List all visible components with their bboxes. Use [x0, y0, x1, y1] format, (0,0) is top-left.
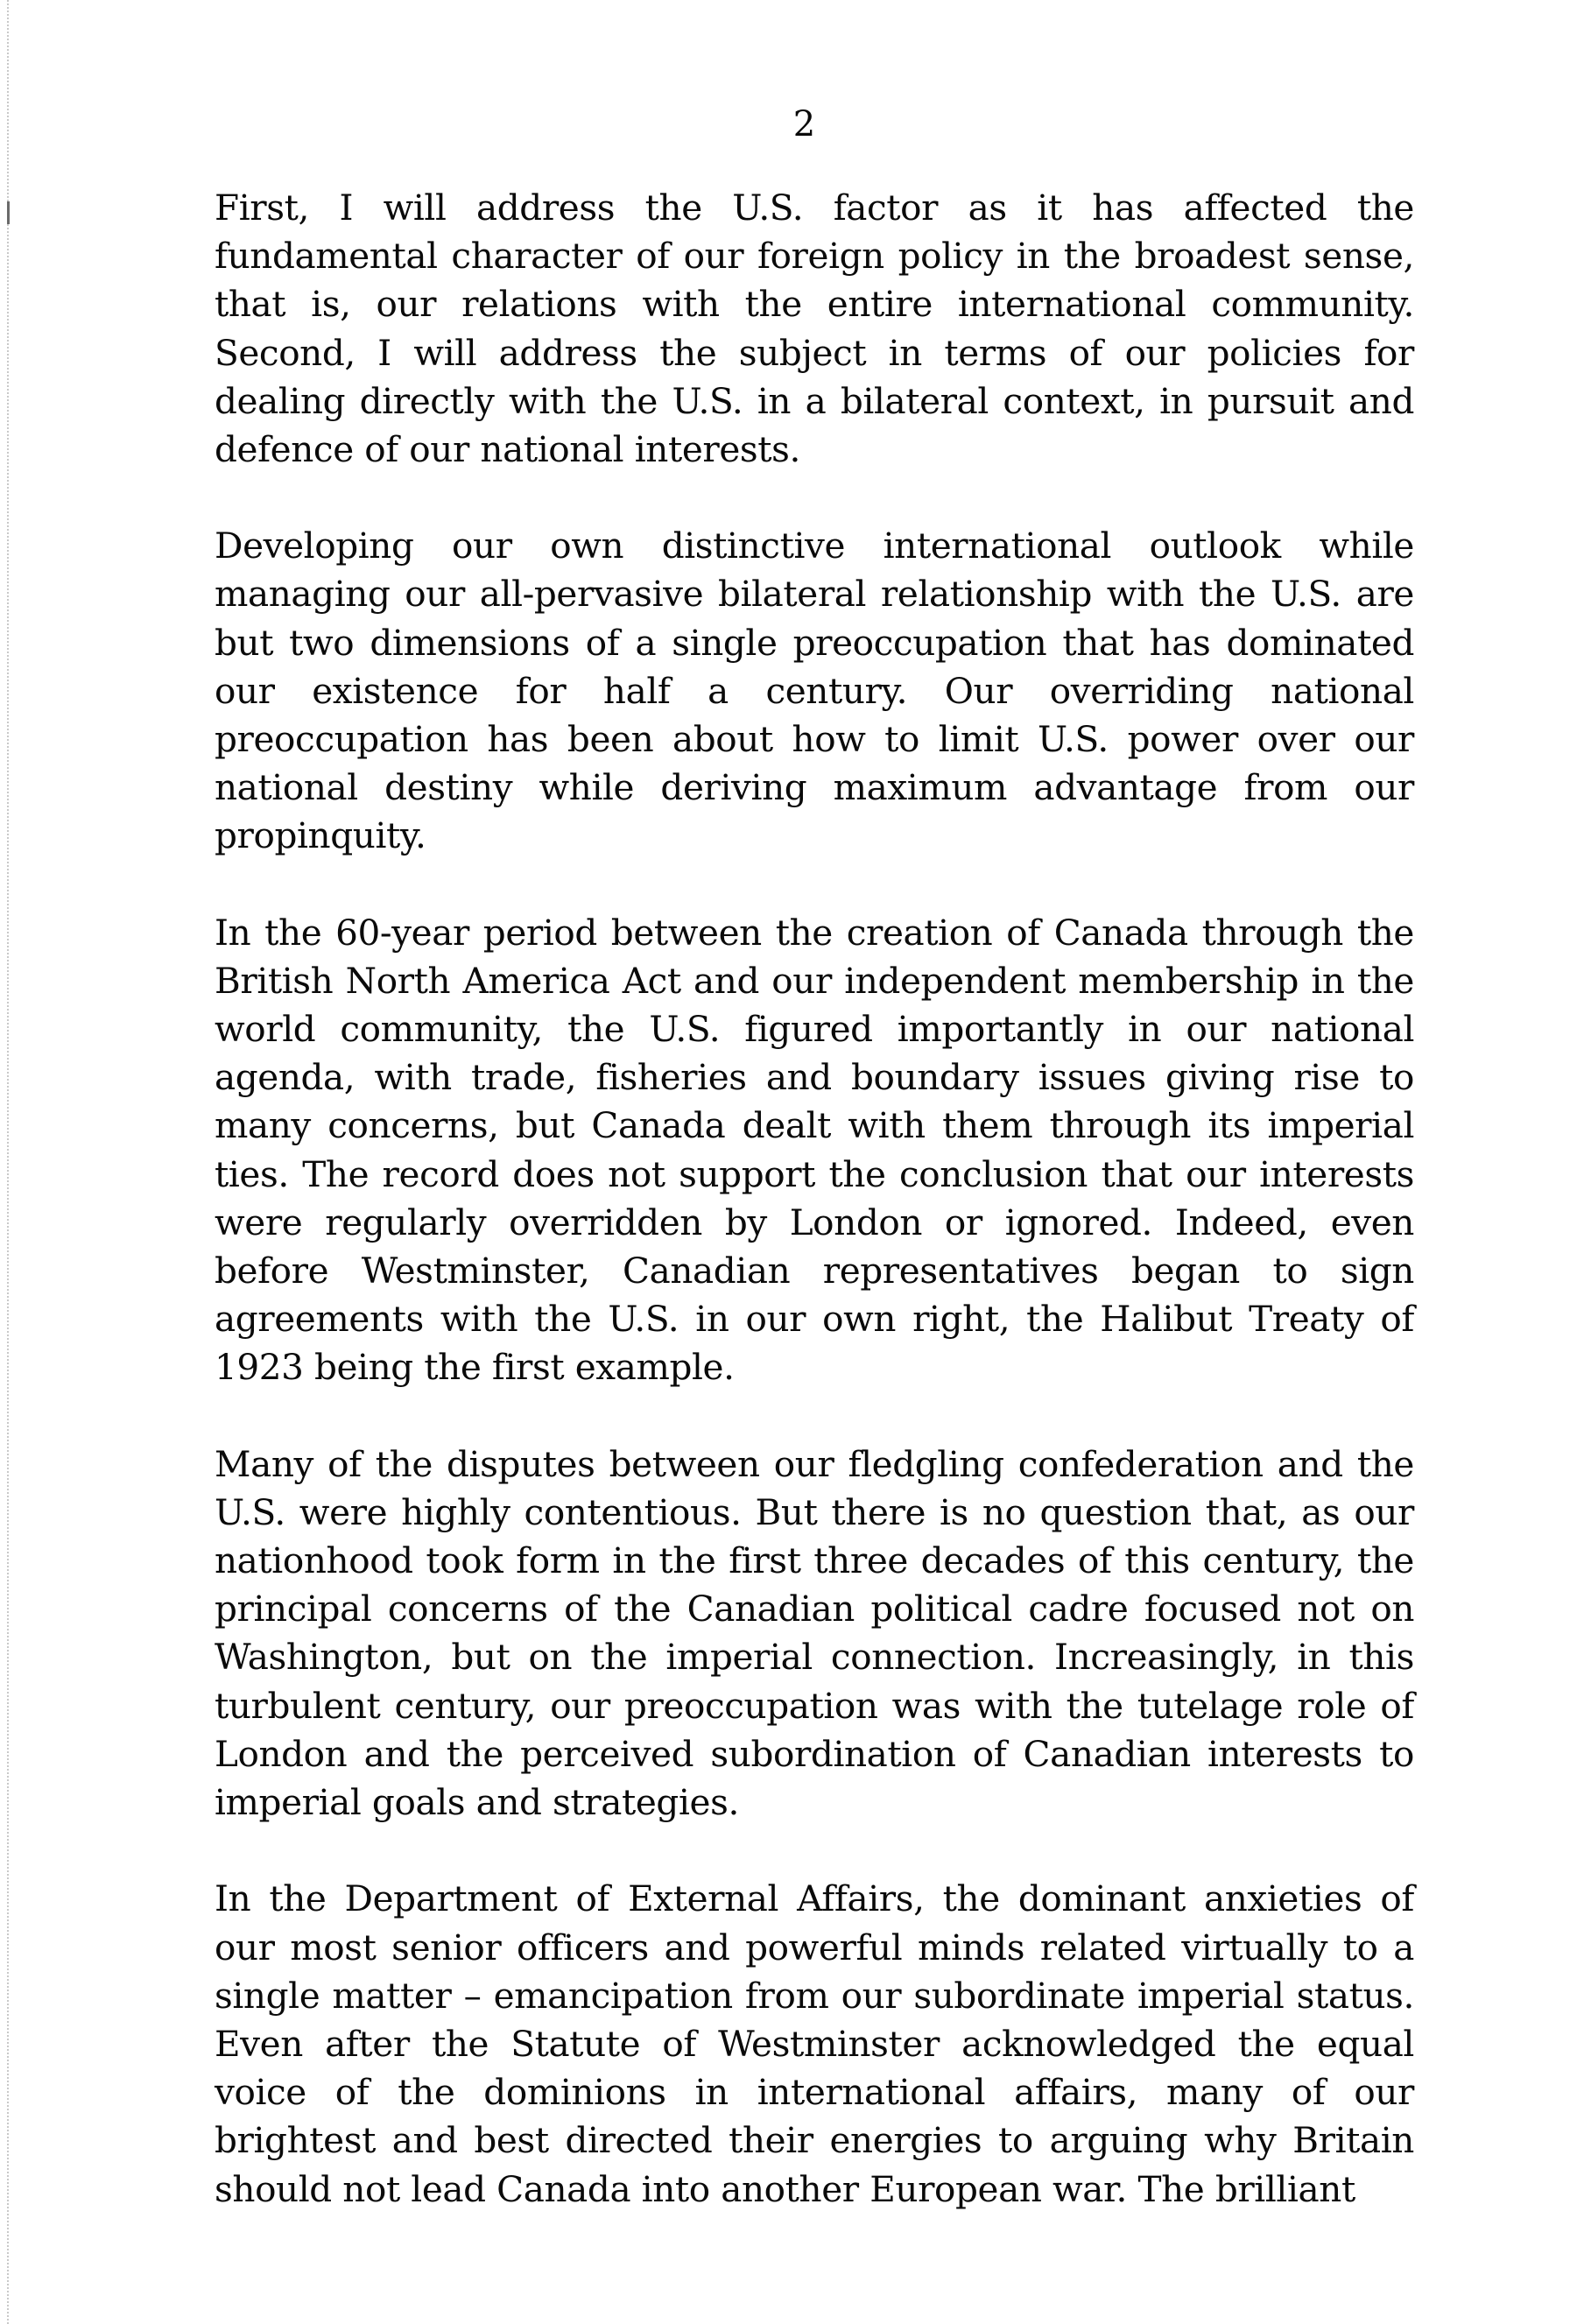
paragraph-4: Many of the disputes between our fledgling confederation and the U.S. were highly contentious. But there is no question that, as our nationhood took form in the first three decades of this century, the principal concerns of the Canadian political cadre focused not on Washington, but on the imperial connection. Increasingly, in this turbulent century, our preoccupation was with the tutelage role of London and the perceived subordination of Canadian interests to imperial goals and strategies.: [215, 1442, 1414, 1824]
page-number: 2: [792, 104, 816, 144]
scan-margin-mark: [7, 201, 10, 224]
paragraph-3: In the 60-year period between the creation of Canada through the British North America Act and our independent membership in the world community, the U.S. figured importantly in our national agenda, with trade, fisheries and boundary issues giving rise to many concerns, but Canada dealt with them through its imperial ties. The record does not support the conclusion that our interests were regularly overridden by London or ignored. Indeed, even before Westminster, Canadian representatives began to sign agreements with the U.S. in our own right, the Halibut Treaty of 1923 being the first example.: [215, 911, 1414, 1389]
paragraph-5: In the Department of External Affairs, the dominant anxieties of our most senior officers and powerful minds related virtually to a single matter – emancipation from our subordinate imperial status. Even after the Statute of Westminster acknowledged the equal voice of the dominions in international affairs, many of our brightest and best directed their energies to arguing why Britain should not lead Canada into another European war. The brilliant: [215, 1877, 1414, 2210]
scan-edge-line: [7, 0, 9, 2324]
paragraph-2: Developing our own distinctive international outlook while managing our all-pervasive bilateral relationship with the U.S. are but two dimensions of a single preoccupation that has dominated our existence for half a century. Our overriding national preoccupation has been about how to limit U.S. power over our national destiny while deriving maximum advantage from our propinquity.: [215, 525, 1414, 857]
body-text: [215, 184, 1414, 2214]
paragraph-1: First, I will address the U.S. factor as it has affected the fundamental character of our foreign policy in the broadest sense, that is, our relations with the entire international community. Second, I will address the subject in terms of our policies for dealing directly with the U.S. in a bilateral context, in pursuit and defence of our national interests.: [215, 187, 1414, 471]
